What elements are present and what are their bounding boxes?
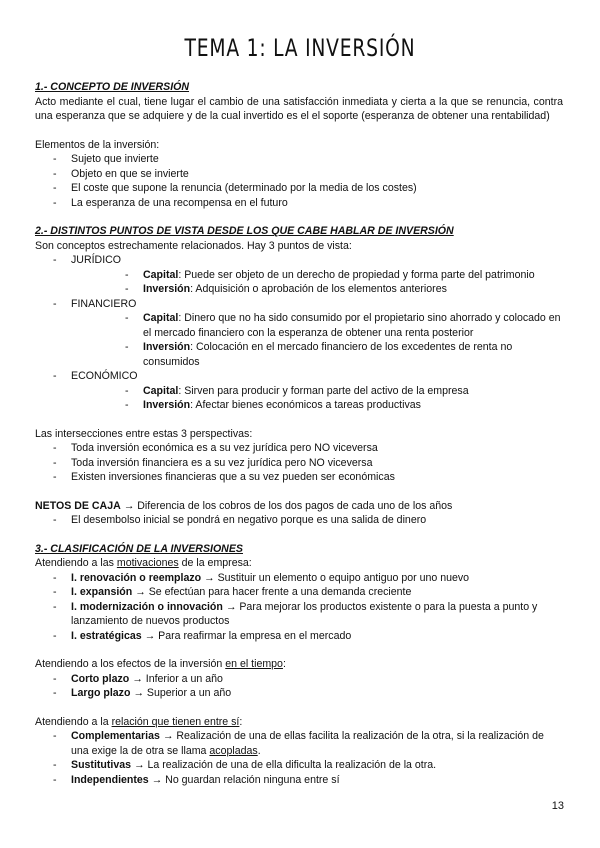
elements-intro: Elementos de la inversión: [35, 138, 160, 151]
list-item: - El coste que supone la renuncia (determinado por la media de los costes) [35, 181, 563, 196]
relacion-intro: Atendiendo a la relación que tienen entre sí: [35, 715, 243, 728]
section-2-heading: 2.- DISTINTOS PUNTOS DE VISTA DESDE LOS QUE CABE HABLAR DE INVERSIÓN [35, 225, 454, 237]
list-item: - Sujeto que invierte [35, 152, 563, 167]
page-title: TEMA 1: LA INVERSIÓN [184, 34, 416, 62]
netos-de-caja: NETOS DE CAJA → Diferencia de los cobros de los dos pagos de cada uno de los años [35, 499, 453, 512]
list-item: - Objeto en que se invierte [35, 167, 563, 182]
tiempo-list [35, 672, 563, 701]
page-number: 13 [551, 800, 564, 812]
list-item: - Inversión: Adquisición o aprobación de los elementos anteriores [71, 282, 563, 297]
document-body [35, 80, 563, 787]
section-2-intro: Son conceptos estrechamente relacionados. Hay 3 puntos de vista: [35, 239, 352, 252]
viewpoint-name: FINANCIERO [71, 297, 137, 310]
inversion-label: Inversión [143, 283, 191, 295]
list-item: - Complementarias → Realización de una de ellas facilita la realización de la otra, si la realización de una exige la de otra se llama acopladas. [35, 729, 563, 758]
list-item: - Sustitutivas → La realización de una de ella dificulta la realización de la otra. [35, 758, 563, 773]
list-item: - Independientes → No guardan relación ninguna entre sí [35, 773, 563, 788]
viewpoint-economico [35, 369, 563, 413]
list-item: - Inversión: Afectar bienes económicos a tareas productivas [71, 398, 563, 413]
list-item: - Toda inversión económica es a su vez jurídica pero NO viceversa [35, 441, 563, 456]
list-item: - I. modernización o innovación → Para mejorar los productos existente o para la puesta a punto y lanzamiento de nuevos productos [35, 600, 563, 629]
inversion-label: Inversión [143, 341, 191, 353]
motivaciones-list [35, 571, 563, 644]
list-item: - Inversión: Colocación en el mercado financiero de los excedentes de renta no consumidos [71, 340, 563, 369]
list-item: - La esperanza de una recompensa en el futuro [35, 196, 563, 211]
inversion-label: Inversión [143, 399, 191, 411]
list-item: - Corto plazo → Inferior a un año [35, 672, 563, 687]
list-item: - I. renovación o reemplazo → Sustituir un elemento o equipo antiguo por uno nuevo [35, 571, 563, 586]
list-item: - El desembolso inicial se pondrá en negativo porque es una salida de dinero [35, 513, 563, 528]
viewpoint-name: JURÍDICO [71, 254, 122, 266]
list-item: - I. expansión → Se efectúan para hacer frente a una demanda creciente [35, 585, 563, 600]
intersections-list [35, 441, 563, 485]
netos-list [35, 513, 563, 528]
list-item: - Largo plazo → Superior a un año [35, 686, 563, 701]
list-item: - I. estratégicas → Para reafirmar la empresa en el mercado [35, 629, 563, 644]
capital-label: Capital [143, 312, 179, 324]
section-1-definition: Acto mediante el cual, tiene lugar el cambio de una satisfacción inmediata y cierta a la que se renuncia, contra una esperanza que se adquiere y de la cual invertido es el el soporte (esperanza de obtener una rentabilidad) [35, 95, 563, 122]
list-item: - Capital: Dinero que no ha sido consumido por el propietario sino ahorrado y colocado en el mercado financiero con la esperanza de obtener una renta posterior [71, 311, 563, 340]
list-item: - Toda inversión financiera es a su vez jurídica pero NO viceversa [35, 456, 563, 471]
capital-label: Capital [143, 384, 179, 397]
capital-label: Capital [143, 268, 179, 281]
viewpoint-name: ECONÓMICO [71, 370, 138, 382]
motivaciones-intro: Atendiendo a las motivaciones de la empresa: [35, 557, 252, 569]
list-item: - Capital: Sirven para producir y forman parte del activo de la empresa [71, 384, 563, 399]
intersections-intro: Las intersecciones entre estas 3 perspectivas: [35, 427, 253, 440]
netos-label: NETOS DE CAJA [35, 499, 121, 512]
tiempo-intro: Atendiendo a los efectos de la inversión en el tiempo: [35, 658, 286, 670]
viewpoints-list [35, 253, 563, 413]
section-3-heading: 3.- CLASIFICACIÓN DE LA INVERSIONES [35, 542, 243, 555]
section-1-heading: 1.- CONCEPTO DE INVERSIÓN [35, 81, 190, 93]
list-item: - Capital: Puede ser objeto de un derecho de propiedad y forma parte del patrimonio [71, 268, 563, 283]
elements-list [35, 152, 563, 210]
relacion-list [35, 729, 563, 787]
list-item: - Existen inversiones financieras que a su vez pueden ser económicas [35, 470, 563, 485]
viewpoint-financiero [35, 297, 563, 370]
viewpoint-juridico [35, 253, 563, 297]
